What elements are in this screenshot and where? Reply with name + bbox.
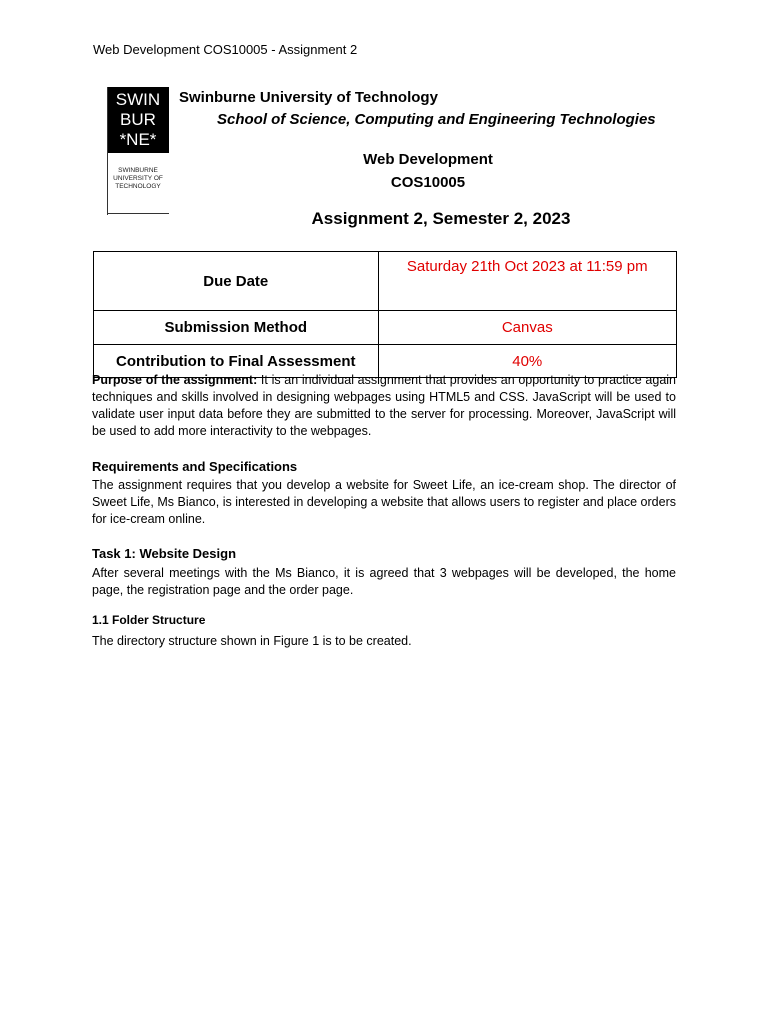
course-code: COS10005 — [390, 174, 466, 191]
logo-sub-line-1: SWINBURNE — [118, 167, 158, 174]
logo-mark — [107, 87, 169, 153]
table-row — [94, 252, 677, 311]
logo-line-2: BUR — [120, 110, 156, 129]
university-name: Swinburne University of Technology — [179, 89, 438, 106]
table-row — [94, 311, 677, 345]
contribution-value: 40% — [378, 345, 676, 378]
submission-method-value: Canvas — [378, 311, 676, 345]
logo-sub-line-3: TECHNOLOGY — [115, 183, 161, 190]
course-title: Web Development — [363, 151, 493, 168]
logo-line-1: SWIN — [115, 90, 161, 109]
purpose-label: Purpose of the assignment: — [92, 373, 258, 387]
assignment-info-table — [93, 251, 677, 378]
school-name: School of Science, Computing and Engineering Technologies — [217, 111, 656, 128]
assignment-title: Assignment 2, Semester 2, 2023 — [311, 209, 571, 228]
purpose-paragraph — [92, 372, 676, 440]
requirements-paragraph: The assignment requires that you develop a website for Sweet Life, an ice-cream shop. The director of Sweet Life, Ms Bianco, is interested in developing a website that allows users to register and place orders for ice-cream online. — [92, 478, 676, 526]
requirements-heading: Requirements and Specifications — [92, 459, 298, 474]
folder-structure-heading: 1.1 Folder Structure — [92, 613, 206, 627]
logo-sub-line-2: UNIVERSITY OF — [113, 175, 163, 182]
task1-heading: Task 1: Website Design — [92, 546, 237, 561]
folder-structure-paragraph: The directory structure shown in Figure 1 is to be created. — [92, 634, 412, 648]
logo-line-3: *NE* — [119, 130, 157, 149]
submission-method-label: Submission Method — [94, 311, 379, 345]
due-date-label: Due Date — [94, 252, 379, 311]
purpose-text: It is an individual assignment that provides an opportunity to practice again techniques and skills involved in designing webpages using HTML5 and CSS. JavaScript will be used to validate user input data before they are submitted to the server for processing. Moreover, JavaScript will be used to add more interactivity to the webpages. — [92, 373, 677, 438]
contribution-label: Contribution to Final Assessment — [94, 345, 379, 378]
running-header: Web Development COS10005 - Assignment 2 — [93, 42, 358, 57]
due-date-value: Saturday 21th Oct 2023 at 11:59 pm — [378, 252, 676, 311]
task1-paragraph: After several meetings with the Ms Bianco, it is agreed that 3 webpages will be developed, the home page, the registration page and the order page. — [92, 566, 676, 597]
